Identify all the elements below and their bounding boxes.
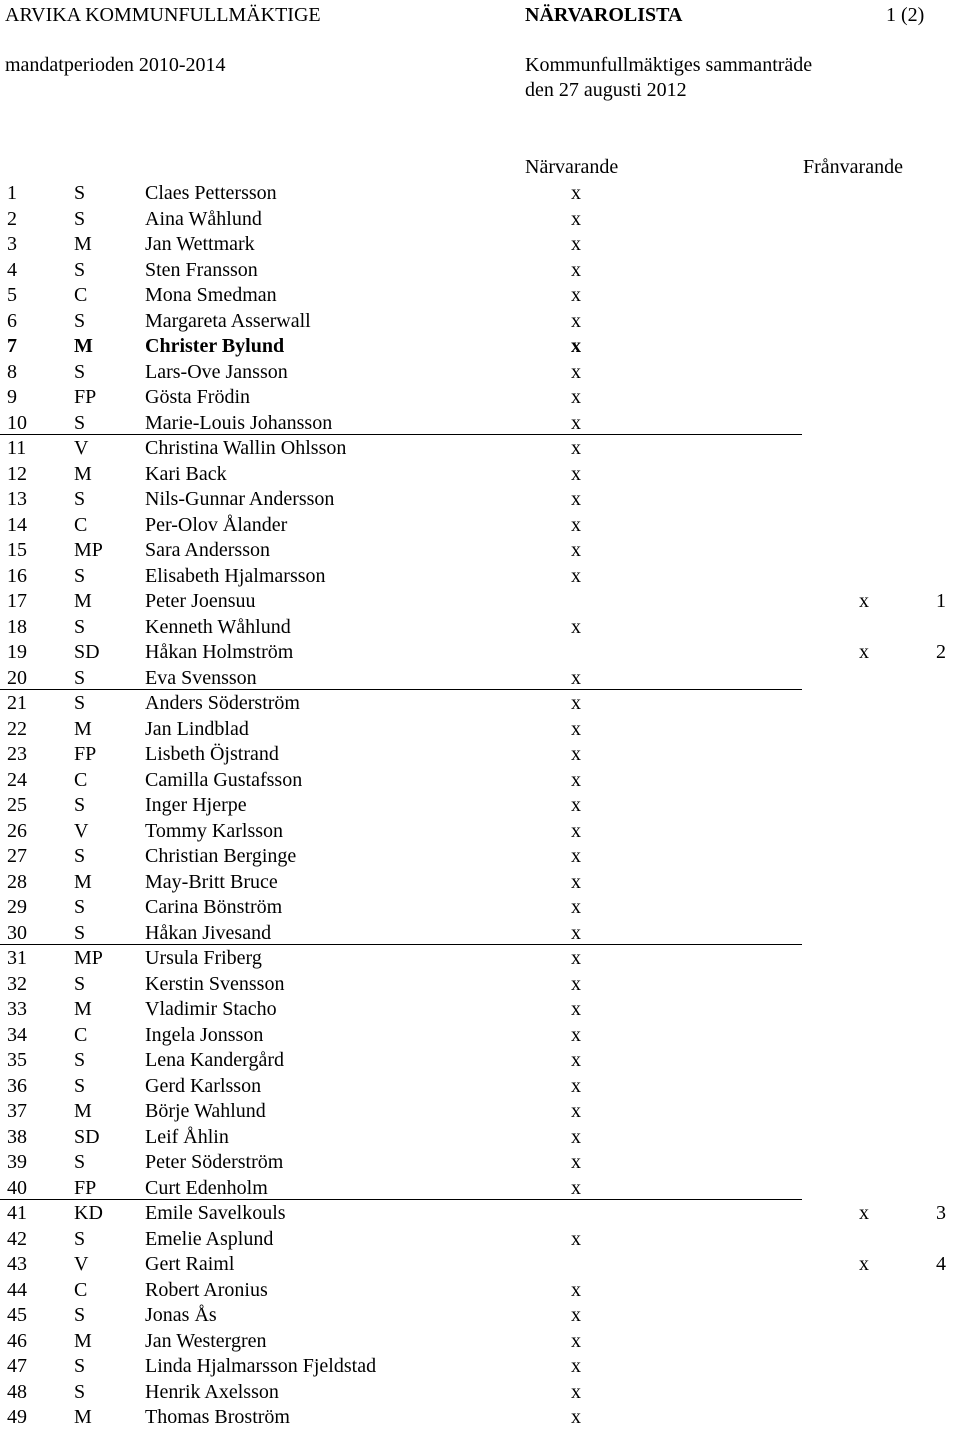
member-number: 29	[7, 896, 27, 918]
member-name: Thomas Broström	[145, 1406, 290, 1428]
table-row	[0, 180, 960, 206]
table-row	[0, 486, 960, 512]
member-number: 7	[7, 335, 17, 357]
member-number: 49	[7, 1406, 27, 1428]
member-party: S	[74, 411, 86, 434]
member-number: 22	[7, 717, 27, 740]
present-mark: x	[571, 1125, 581, 1148]
table-row	[0, 1047, 960, 1073]
table-row	[0, 894, 960, 920]
member-number: 8	[7, 360, 17, 383]
present-mark: x	[571, 666, 581, 689]
member-number: 41	[7, 1202, 27, 1224]
member-name: Eva Svensson	[145, 666, 257, 689]
member-number: 48	[7, 1380, 27, 1403]
member-name: Peter Joensuu	[145, 590, 256, 612]
member-number: 47	[7, 1355, 27, 1377]
table-row	[0, 818, 960, 844]
member-party: MP	[74, 947, 103, 969]
member-number: 31	[7, 947, 27, 969]
member-name: Aina Wåhlund	[145, 207, 262, 230]
footnote-number: 2	[936, 641, 946, 663]
member-party: M	[74, 717, 92, 740]
member-name: Emile Savelkouls	[145, 1202, 286, 1224]
table-row	[0, 563, 960, 589]
table-row	[0, 920, 960, 946]
absent-mark: x	[859, 1253, 869, 1275]
member-party: S	[74, 1049, 86, 1071]
member-party: S	[74, 258, 86, 281]
member-number: 23	[7, 743, 27, 765]
member-name: Håkan Jivesand	[145, 921, 272, 944]
present-mark: x	[571, 335, 581, 357]
present-mark: x	[571, 947, 581, 969]
member-party: M	[74, 1100, 92, 1122]
member-name: Christina Wallin Ohlsson	[145, 437, 347, 459]
absent-mark: x	[859, 641, 869, 663]
present-mark: x	[571, 1406, 581, 1428]
table-row	[0, 1175, 960, 1201]
member-number: 10	[7, 411, 27, 434]
member-number: 38	[7, 1125, 27, 1148]
member-party: S	[74, 921, 86, 944]
member-party: S	[74, 360, 86, 383]
table-row	[0, 231, 960, 257]
table-row	[0, 1404, 960, 1430]
present-mark: x	[571, 1329, 581, 1352]
member-number: 1	[7, 182, 17, 204]
table-row	[0, 1251, 960, 1277]
table-row	[0, 257, 960, 283]
present-mark: x	[571, 1074, 581, 1097]
footnote-number: 3	[936, 1202, 946, 1224]
member-number: 35	[7, 1049, 27, 1071]
member-number: 15	[7, 539, 27, 561]
present-mark: x	[571, 921, 581, 944]
member-number: 25	[7, 794, 27, 816]
member-party: C	[74, 768, 88, 791]
member-name: Sara Andersson	[145, 539, 270, 561]
member-name: Jonas Ås	[145, 1304, 217, 1326]
present-mark: x	[571, 513, 581, 536]
present-mark: x	[571, 1227, 581, 1250]
present-mark: x	[571, 819, 581, 842]
document-title: NÄRVAROLISTA	[525, 4, 683, 26]
member-number: 19	[7, 641, 27, 663]
table-row	[0, 665, 960, 691]
member-number: 42	[7, 1227, 27, 1250]
member-party: S	[74, 182, 86, 204]
member-number: 5	[7, 284, 17, 306]
member-name: Jan Wettmark	[145, 233, 255, 255]
present-mark: x	[571, 1049, 581, 1071]
organization-title: ARVIKA KOMMUNFULLMÄKTIGE	[5, 4, 321, 26]
present-mark: x	[571, 309, 581, 332]
member-party: SD	[74, 1125, 100, 1148]
member-name: Marie-Louis Johansson	[145, 411, 333, 434]
table-row	[0, 1073, 960, 1099]
present-mark: x	[571, 488, 581, 510]
table-row	[0, 741, 960, 767]
member-party: M	[74, 590, 92, 612]
member-number: 2	[7, 207, 17, 230]
member-party: M	[74, 1329, 92, 1352]
table-row	[0, 282, 960, 308]
table-row	[0, 690, 960, 716]
member-number: 39	[7, 1151, 27, 1173]
member-number: 20	[7, 666, 27, 689]
member-number: 44	[7, 1278, 27, 1301]
member-party: SD	[74, 641, 100, 663]
present-mark: x	[571, 998, 581, 1020]
table-row	[0, 308, 960, 334]
member-party: S	[74, 1227, 86, 1250]
table-row	[0, 333, 960, 359]
table-row	[0, 1098, 960, 1124]
present-mark: x	[571, 539, 581, 561]
table-row	[0, 1149, 960, 1175]
member-number: 33	[7, 998, 27, 1020]
member-party: S	[74, 1074, 86, 1097]
member-name: Kerstin Svensson	[145, 972, 285, 995]
member-name: Claes Pettersson	[145, 182, 277, 204]
meeting-title: Kommunfullmäktiges sammanträde	[525, 54, 813, 76]
present-mark: x	[571, 182, 581, 204]
member-number: 46	[7, 1329, 27, 1352]
member-name: Ingela Jonsson	[145, 1023, 264, 1046]
member-party: MP	[74, 539, 103, 561]
present-mark: x	[571, 1355, 581, 1377]
present-mark: x	[571, 462, 581, 485]
member-party: FP	[74, 386, 97, 408]
member-number: 16	[7, 564, 27, 587]
member-party: S	[74, 845, 86, 867]
present-mark: x	[571, 1023, 581, 1046]
member-name: Jan Lindblad	[145, 717, 249, 740]
present-mark: x	[571, 768, 581, 791]
present-mark: x	[571, 233, 581, 255]
member-name: Lisbeth Öjstrand	[145, 743, 279, 765]
table-row	[0, 1328, 960, 1354]
member-party: M	[74, 870, 92, 893]
footnote-number: 4	[936, 1253, 946, 1275]
present-mark: x	[571, 437, 581, 459]
member-name: Per-Olov Ålander	[145, 513, 288, 536]
member-party: M	[74, 998, 92, 1020]
member-name: Håkan Holmström	[145, 641, 294, 663]
member-number: 11	[7, 437, 27, 459]
member-number: 14	[7, 513, 27, 536]
member-name: Elisabeth Hjalmarsson	[145, 564, 326, 587]
member-name: Nils-Gunnar Andersson	[145, 488, 335, 510]
member-party: S	[74, 1380, 86, 1403]
member-name: Vladimir Stacho	[145, 998, 277, 1020]
member-party: V	[74, 437, 89, 459]
member-name: Christian Berginge	[145, 845, 297, 867]
member-name: Leif Åhlin	[145, 1125, 229, 1148]
member-number: 9	[7, 386, 17, 408]
member-party: FP	[74, 1176, 97, 1199]
meeting-date: den 27 augusti 2012	[525, 79, 687, 101]
member-name: Henrik Axelsson	[145, 1380, 279, 1403]
member-party: C	[74, 284, 88, 306]
member-party: M	[74, 233, 92, 255]
member-party: M	[74, 462, 92, 485]
member-party: S	[74, 794, 86, 816]
present-mark: x	[571, 972, 581, 995]
member-number: 4	[7, 258, 17, 281]
member-number: 28	[7, 870, 27, 893]
table-row	[0, 971, 960, 997]
member-party: M	[74, 1406, 92, 1428]
member-party: FP	[74, 743, 97, 765]
member-party: S	[74, 896, 86, 918]
member-number: 17	[7, 590, 27, 612]
member-party: S	[74, 309, 86, 332]
table-row	[0, 843, 960, 869]
member-party: S	[74, 1151, 86, 1173]
table-row	[0, 1124, 960, 1150]
member-party: S	[74, 666, 86, 689]
member-name: Curt Edenholm	[145, 1176, 268, 1199]
present-mark: x	[571, 386, 581, 408]
table-row	[0, 996, 960, 1022]
member-party: S	[74, 564, 86, 587]
member-number: 40	[7, 1176, 27, 1199]
member-name: Peter Söderström	[145, 1151, 284, 1173]
member-number: 21	[7, 692, 27, 714]
member-name: Kari Back	[145, 462, 227, 485]
member-name: Tommy Karlsson	[145, 819, 284, 842]
table-row	[0, 945, 960, 971]
table-row	[0, 410, 960, 436]
present-mark: x	[571, 1151, 581, 1173]
member-name: Börje Wahlund	[145, 1100, 266, 1122]
absent-mark: x	[859, 590, 869, 612]
member-name: Gerd Karlsson	[145, 1074, 262, 1097]
table-row	[0, 869, 960, 895]
present-mark: x	[571, 870, 581, 893]
table-row	[0, 359, 960, 385]
member-name: Gert Raiml	[145, 1253, 235, 1275]
table-row	[0, 1379, 960, 1405]
absent-column-header: Frånvarande	[803, 156, 903, 178]
present-mark: x	[571, 207, 581, 230]
present-mark: x	[571, 564, 581, 587]
member-name: Christer Bylund	[145, 335, 285, 357]
member-party: S	[74, 207, 86, 230]
table-row	[0, 537, 960, 563]
present-mark: x	[571, 1380, 581, 1403]
present-mark: x	[571, 1176, 581, 1199]
table-row	[0, 206, 960, 232]
member-party: S	[74, 1304, 86, 1326]
member-party: V	[74, 1253, 89, 1275]
member-number: 12	[7, 462, 27, 485]
footnote-number: 1	[936, 590, 946, 612]
present-mark: x	[571, 284, 581, 306]
present-mark: x	[571, 360, 581, 383]
member-party: S	[74, 615, 86, 638]
member-party: C	[74, 513, 88, 536]
member-number: 45	[7, 1304, 27, 1326]
table-row	[0, 614, 960, 640]
member-name: Anders Söderström	[145, 692, 300, 714]
member-party: S	[74, 488, 86, 510]
table-row	[0, 1022, 960, 1048]
member-number: 30	[7, 921, 27, 944]
member-number: 13	[7, 488, 27, 510]
page-number: 1 (2)	[886, 4, 925, 26]
present-mark: x	[571, 794, 581, 816]
member-number: 18	[7, 615, 27, 638]
member-name: Sten Fransson	[145, 258, 258, 281]
member-party: V	[74, 819, 89, 842]
member-party: S	[74, 1355, 86, 1377]
table-row	[0, 1353, 960, 1379]
member-name: Inger Hjerpe	[145, 794, 247, 816]
member-name: Margareta Asserwall	[145, 309, 311, 332]
member-party: M	[74, 335, 93, 357]
member-name: Kenneth Wåhlund	[145, 615, 291, 638]
member-name: Lars-Ove Jansson	[145, 360, 288, 383]
table-row	[0, 588, 960, 614]
present-mark: x	[571, 258, 581, 281]
member-party: S	[74, 972, 86, 995]
table-row	[0, 435, 960, 461]
table-row	[0, 1277, 960, 1303]
table-row	[0, 716, 960, 742]
member-name: Emelie Asplund	[145, 1227, 274, 1250]
table-row	[0, 1200, 960, 1226]
table-row	[0, 1226, 960, 1252]
member-name: Mona Smedman	[145, 284, 277, 306]
member-name: Robert Aronius	[145, 1278, 268, 1301]
present-column-header: Närvarande	[525, 156, 619, 178]
member-name: Gösta Frödin	[145, 386, 250, 408]
member-number: 24	[7, 768, 27, 791]
absent-mark: x	[859, 1202, 869, 1224]
table-row	[0, 792, 960, 818]
member-party: KD	[74, 1202, 103, 1224]
member-party: C	[74, 1278, 88, 1301]
present-mark: x	[571, 692, 581, 714]
table-row	[0, 461, 960, 487]
member-number: 32	[7, 972, 27, 995]
present-mark: x	[571, 1304, 581, 1326]
member-number: 3	[7, 233, 17, 255]
member-number: 27	[7, 845, 27, 867]
present-mark: x	[571, 411, 581, 434]
member-number: 36	[7, 1074, 27, 1097]
member-number: 6	[7, 309, 17, 332]
table-row	[0, 512, 960, 538]
present-mark: x	[571, 1278, 581, 1301]
member-number: 37	[7, 1100, 27, 1122]
table-row	[0, 639, 960, 665]
term-period: mandatperioden 2010-2014	[5, 54, 226, 76]
table-row	[0, 767, 960, 793]
present-mark: x	[571, 615, 581, 638]
member-name: Carina Bönström	[145, 896, 283, 918]
member-name: May-Britt Bruce	[145, 870, 278, 893]
member-number: 26	[7, 819, 27, 842]
member-name: Ursula Friberg	[145, 947, 262, 969]
present-mark: x	[571, 1100, 581, 1122]
member-party: S	[74, 692, 86, 714]
member-name: Jan Westergren	[145, 1329, 267, 1352]
member-name: Linda Hjalmarsson Fjeldstad	[145, 1355, 377, 1377]
member-number: 43	[7, 1253, 27, 1275]
present-mark: x	[571, 717, 581, 740]
present-mark: x	[571, 743, 581, 765]
member-name: Lena Kandergård	[145, 1049, 285, 1071]
table-row	[0, 1302, 960, 1328]
member-number: 34	[7, 1023, 27, 1046]
member-name: Camilla Gustafsson	[145, 768, 303, 791]
table-row	[0, 384, 960, 410]
member-party: C	[74, 1023, 88, 1046]
present-mark: x	[571, 845, 581, 867]
present-mark: x	[571, 896, 581, 918]
